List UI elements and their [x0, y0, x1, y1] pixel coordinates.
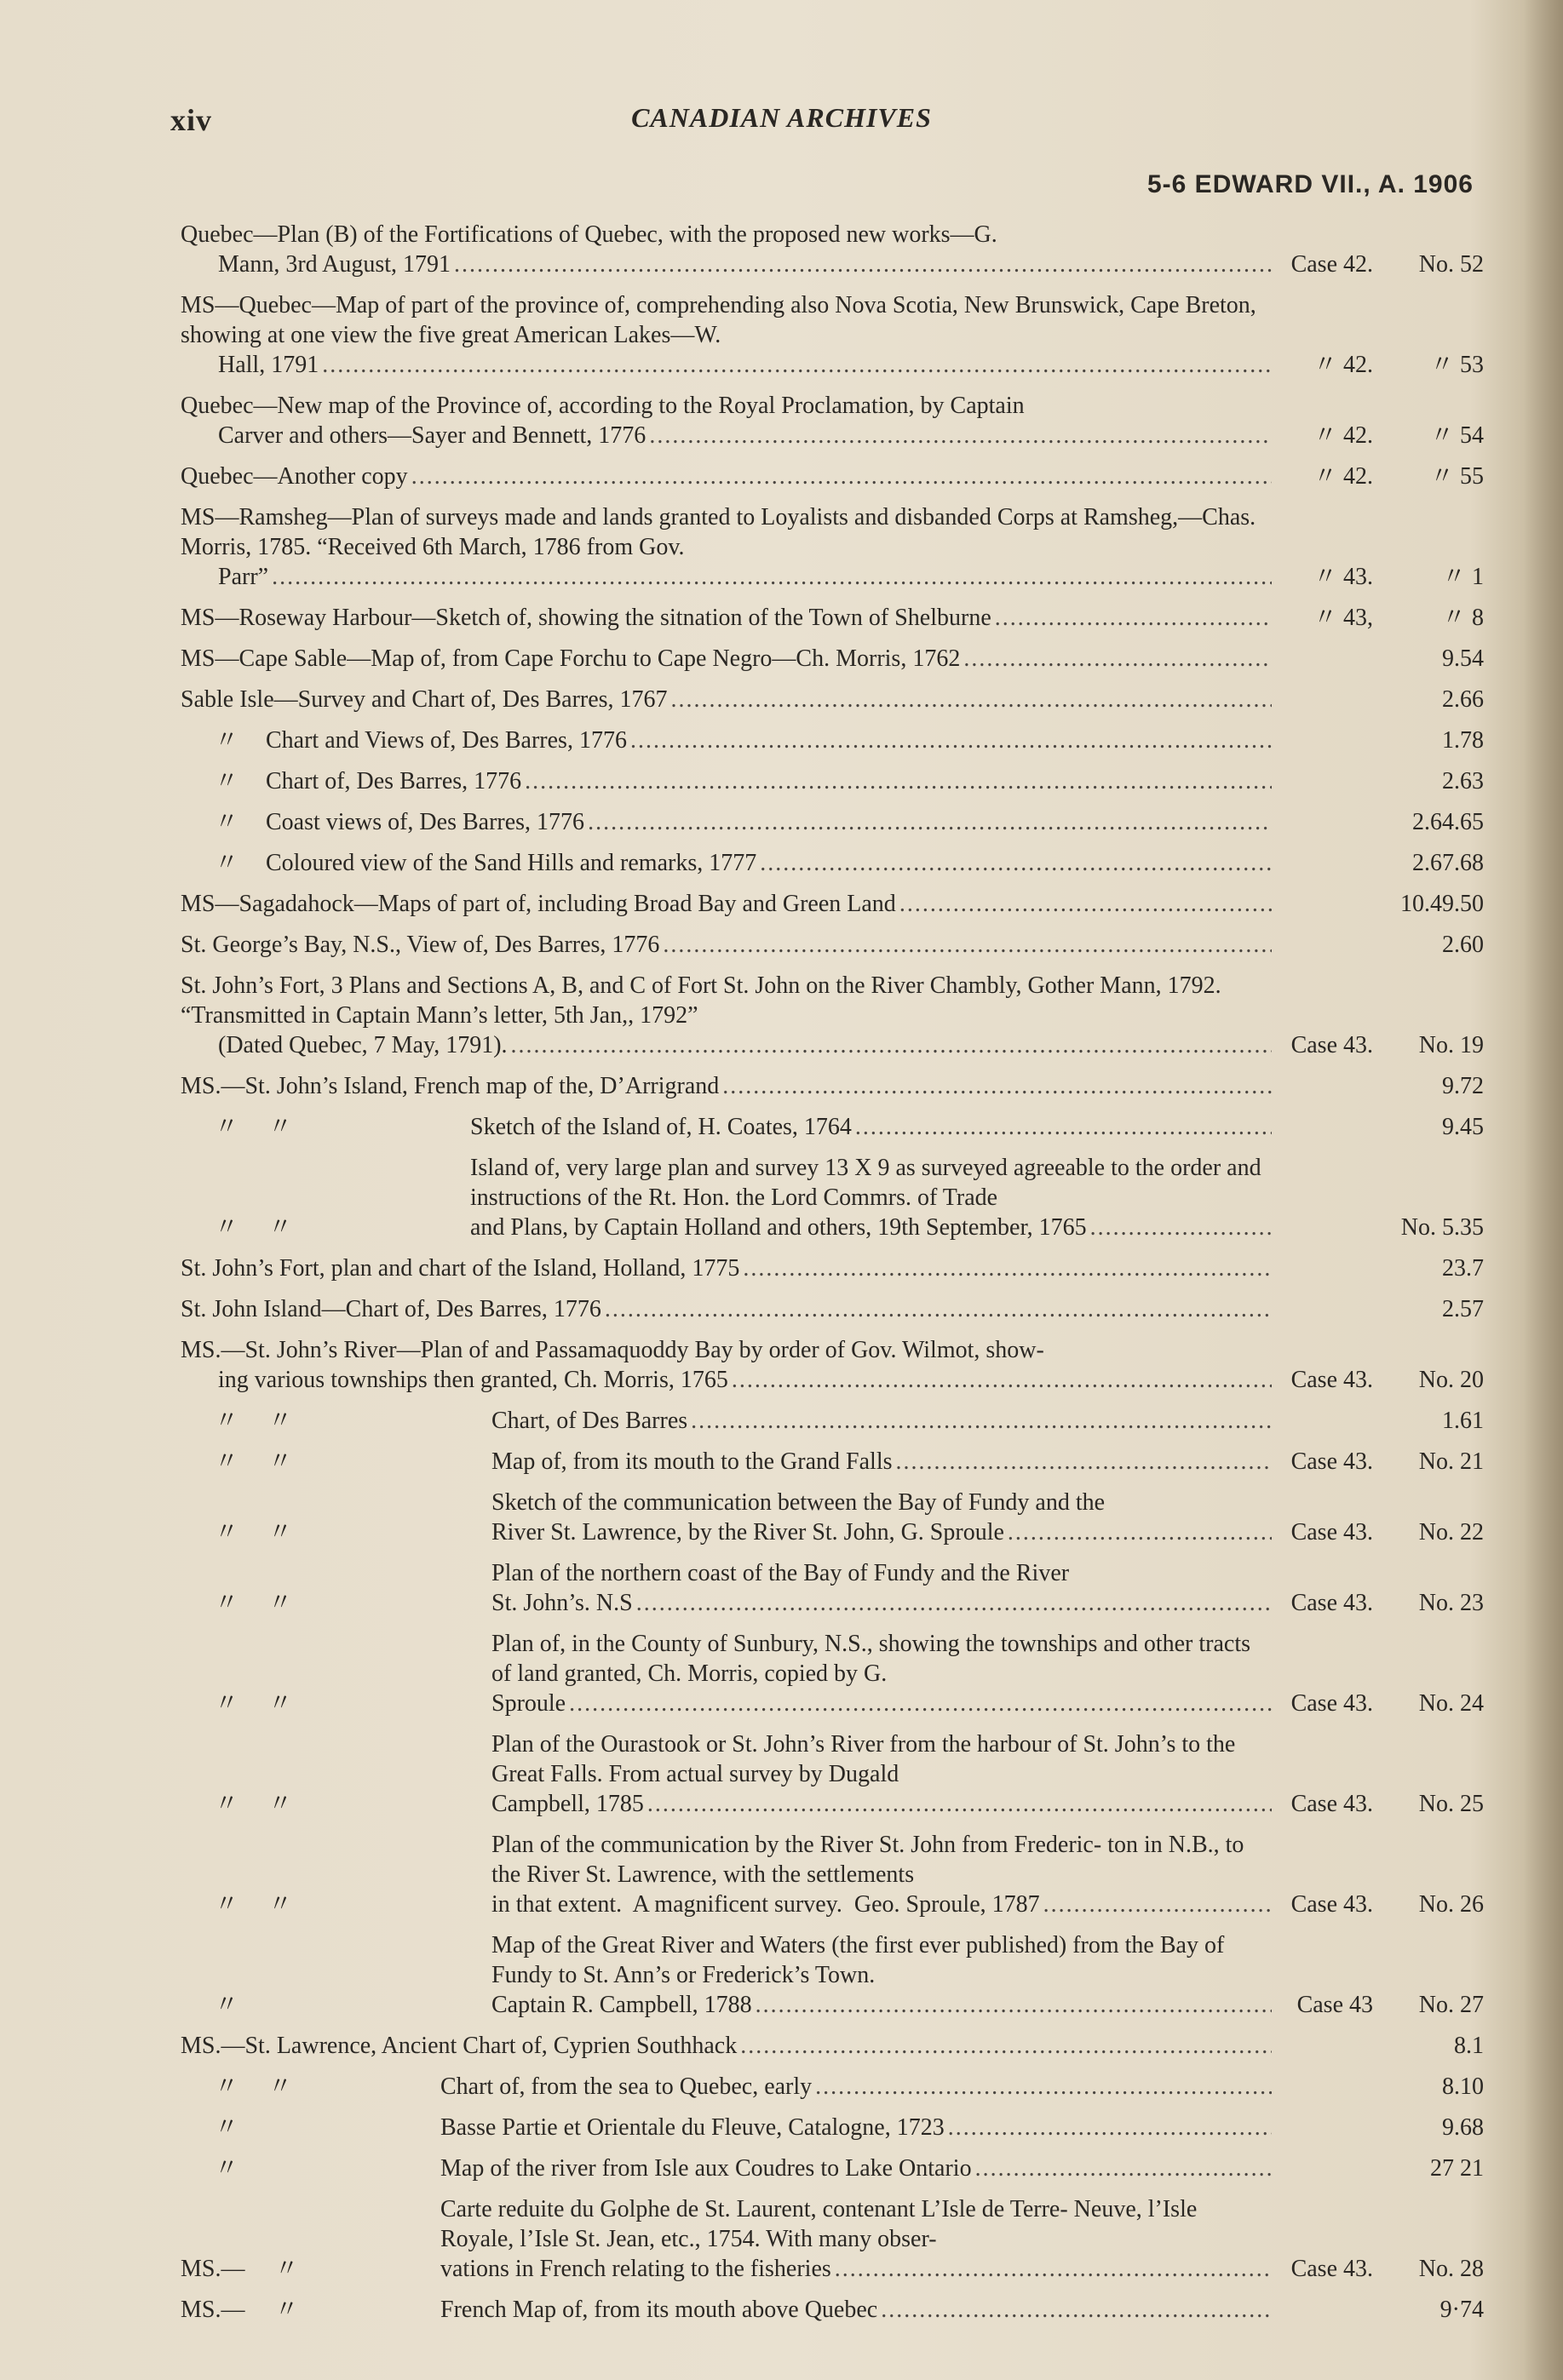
- catalogue-entry: [181, 1294, 1484, 1324]
- entry-description: [181, 603, 1275, 633]
- case-number: Case 43.: [1290, 1367, 1373, 1393]
- entry-description: [181, 1112, 1275, 1142]
- ditto-mark: 〃 〃: [215, 1114, 293, 1140]
- catalogue-entry: [181, 644, 1484, 674]
- entry-text-end: Chart of, Des Barres, 1776: [266, 768, 522, 794]
- item-number: No. 27: [1418, 1992, 1484, 2018]
- entry-text-end: Parr”: [218, 564, 269, 590]
- entry-last-line: [491, 1517, 1275, 1547]
- entry-description: [181, 889, 1275, 919]
- dot-leader: [760, 848, 1272, 878]
- dot-leader: [663, 930, 1272, 960]
- entry-text-end: Sketch of the Island of, H. Coates, 1764: [470, 1114, 852, 1140]
- dot-leader: [1008, 1517, 1272, 1547]
- item-number: No. 28: [1418, 2256, 1484, 2282]
- dot-leader: [995, 603, 1272, 633]
- entry-description: [181, 2194, 1275, 2284]
- item-number: 〃 1: [1441, 564, 1484, 590]
- entry-text: Quebec—New map of the Province of, according to the Royal Proclamation, by Captain: [181, 393, 1025, 419]
- entry-text-end: Mann, 3rd August, 1791: [218, 251, 451, 278]
- catalogue-entry: [181, 685, 1484, 714]
- catalogue-entry: [181, 807, 1484, 837]
- entry-text-end: vations in French relating to the fisheries: [440, 2256, 831, 2282]
- item-number: 10.49.50: [1400, 891, 1484, 917]
- entry-text-end: (Dated Quebec, 7 May, 1791).: [218, 1032, 508, 1058]
- entry-text-end: Map of the river from Isle aux Coudres to Lake Ontario: [440, 2155, 972, 2182]
- entry-text-end: MS—Roseway Harbour—Sketch of, showing the sitnation of the Town of Shelburne: [181, 605, 991, 631]
- catalogue-entry: [181, 1153, 1484, 1242]
- entry-text: Plan of the Ourastook or St. John’s River from the harbour of St. John’s to the Great Falls. From actual survey by Dugald: [491, 1731, 1236, 1787]
- ditto-mark: 〃: [215, 2114, 239, 2141]
- catalogue-entry: [181, 725, 1484, 755]
- entry-text-end: St. John Island—Chart of, Des Barres, 1776: [181, 1296, 601, 1322]
- item-number: 2.67.68: [1412, 850, 1484, 876]
- case-number: 〃 43.: [1313, 564, 1373, 590]
- item-number: No. 26: [1418, 1891, 1484, 1918]
- dot-leader: [569, 1689, 1272, 1718]
- dot-leader: [835, 2254, 1272, 2284]
- entry-text-end: MS.—St. John’s Island, French map of the, D’Arrigrand: [181, 1073, 720, 1099]
- entry-text-end: Chart of, from the sea to Quebec, early: [440, 2073, 813, 2100]
- item-number: No. 23: [1418, 1590, 1484, 1616]
- entry-text: St. John’s Fort, 3 Plans and Sections A, B, and C of Fort St. John on the River Chambly, Gother Mann, 1792. “Transmitted in Captain Mann’s letter, 5th Jan,, 1792”: [181, 972, 1221, 1029]
- dot-leader: [899, 889, 1272, 919]
- ditto-mark: 〃: [215, 1992, 239, 2018]
- dot-leader: [647, 1789, 1272, 1819]
- entry-text: Island of, very large plan and survey 13 X 9 as surveyed agreeable to the order and instructions of the Rt. Hon. the Lord Commrs. of Trade: [470, 1155, 1261, 1211]
- entry-text: MS—Quebec—Map of part of the province of, comprehending also Nova Scotia, New Brunswick, Cape Breton, showing at one view the five great American Lakes—W.: [181, 292, 1256, 348]
- ditto-mark: 〃 〃: [215, 2073, 293, 2100]
- item-number: 2.66: [1442, 686, 1484, 713]
- entry-description: [181, 1406, 1275, 1436]
- ditto-mark: 〃 〃: [215, 1791, 293, 1817]
- case-number: Case 43.: [1290, 1891, 1373, 1918]
- entry-description: [181, 290, 1275, 380]
- catalogue-entry: [181, 2113, 1484, 2142]
- entry-last-line: [491, 1588, 1275, 1618]
- entry-last-line: [266, 848, 1275, 878]
- dot-leader: [948, 2113, 1272, 2142]
- catalogue-entry: [181, 1629, 1484, 1718]
- ditto-mark: 〃 〃: [215, 1891, 293, 1918]
- case-number: Case 43.: [1290, 1448, 1373, 1475]
- case-number: 〃 42.: [1313, 463, 1373, 490]
- entry-description: [181, 2153, 1275, 2183]
- item-number: 9.68: [1442, 2114, 1484, 2141]
- entry-last-line: [181, 644, 1275, 674]
- item-number: No. 20: [1418, 1367, 1484, 1393]
- entry-last-line: [491, 1890, 1275, 1919]
- entry-description: [181, 1830, 1275, 1919]
- dot-leader: [525, 766, 1272, 796]
- item-number: 1.61: [1442, 1408, 1484, 1434]
- entry-last-line: [181, 1294, 1275, 1324]
- ditto-mark: 〃 〃: [215, 1408, 293, 1434]
- page-edge-shadow: [1524, 0, 1563, 2380]
- entry-last-line: [218, 562, 1275, 592]
- dot-leader: [975, 2153, 1272, 2183]
- page-number: xiv: [170, 103, 213, 137]
- item-number: 〃 8: [1441, 605, 1484, 631]
- dot-leader: [454, 249, 1272, 279]
- entry-text-end: Chart and Views of, Des Barres, 1776: [266, 727, 627, 754]
- item-number: No. 19: [1418, 1032, 1484, 1058]
- entry-description: [181, 2295, 1275, 2325]
- dot-leader: [322, 350, 1272, 380]
- dot-leader: [740, 2031, 1272, 2061]
- dot-leader: [1090, 1213, 1272, 1242]
- entry-description: [181, 2113, 1275, 2142]
- dot-leader: [588, 807, 1272, 837]
- item-number: No. 22: [1418, 1519, 1484, 1546]
- entry-last-line: [491, 1447, 1275, 1477]
- ditto-mark: 〃: [215, 768, 239, 794]
- dot-leader: [732, 1365, 1272, 1395]
- case-number: Case 42.: [1290, 251, 1373, 278]
- item-number: 9.45: [1442, 1114, 1484, 1140]
- catalogue-list: [181, 220, 1484, 2336]
- entry-last-line: [491, 1789, 1275, 1819]
- item-number: 8.1: [1454, 2033, 1484, 2059]
- item-number: 2.64.65: [1412, 809, 1484, 835]
- catalogue-entry: [181, 971, 1484, 1060]
- running-title: CANADIAN ARCHIVES: [631, 102, 932, 133]
- catalogue-entry: [181, 1253, 1484, 1283]
- entry-last-line: [440, 2254, 1275, 2284]
- catalogue-entry: [181, 502, 1484, 592]
- item-number: 9·74: [1439, 2297, 1484, 2323]
- dot-leader: [1043, 1890, 1272, 1919]
- entry-description: [181, 685, 1275, 714]
- item-number: No. 52: [1418, 251, 1484, 278]
- dot-leader: [881, 2295, 1272, 2325]
- entry-text-end: Campbell, 1785: [491, 1791, 644, 1817]
- catalogue-entry: [181, 1488, 1484, 1547]
- entry-text-end: MS.—St. Lawrence, Ancient Chart of, Cyprien Southhack: [181, 2033, 738, 2059]
- item-number: 〃 54: [1429, 422, 1484, 449]
- ditto-mark: MS.— 〃: [181, 2297, 299, 2323]
- entry-last-line: [181, 603, 1275, 633]
- case-number: Case 43.: [1290, 1519, 1373, 1546]
- entry-last-line: [218, 421, 1275, 450]
- dot-leader: [511, 1030, 1272, 1060]
- catalogue-entry: [181, 1930, 1484, 2020]
- session-heading: 5-6 EDWARD VII., A. 1906: [1146, 170, 1474, 198]
- entry-text: Quebec—Plan (B) of the Fortifications of Quebec, with the proposed new works—G.: [181, 221, 997, 248]
- catalogue-entry: [181, 1335, 1484, 1395]
- ditto-mark: 〃: [215, 2155, 239, 2182]
- entry-last-line: [491, 1990, 1275, 2020]
- dot-leader: [671, 685, 1272, 714]
- case-number: 〃 42.: [1313, 352, 1373, 378]
- catalogue-entry: [181, 1112, 1484, 1142]
- catalogue-entry: [181, 766, 1484, 796]
- item-number: No. 25: [1418, 1791, 1484, 1817]
- entry-description: [181, 1729, 1275, 1819]
- entry-last-line: [470, 1213, 1275, 1242]
- item-number: 2.60: [1442, 932, 1484, 958]
- entry-text-end: St. John’s. N.S: [491, 1590, 633, 1616]
- entry-last-line: [470, 1112, 1275, 1142]
- dot-leader: [272, 562, 1272, 592]
- entry-text-end: Quebec—Another copy: [181, 463, 408, 490]
- item-number: No. 24: [1418, 1690, 1484, 1717]
- entry-text-end: French Map of, from its mouth above Quebec: [440, 2297, 878, 2323]
- entry-text: Map of the Great River and Waters (the first ever published) from the Bay of Fundy to St. Ann’s or Frederick’s Town.: [491, 1932, 1225, 1988]
- entry-text-end: Map of, from its mouth to the Grand Falls: [491, 1448, 893, 1475]
- item-number: 〃 53: [1429, 352, 1484, 378]
- catalogue-entry: [181, 2072, 1484, 2102]
- item-number: 8.10: [1442, 2073, 1484, 2100]
- entry-description: [181, 1071, 1275, 1101]
- item-number: No. 21: [1418, 1448, 1484, 1475]
- ditto-mark: 〃 〃: [215, 1214, 293, 1241]
- entry-description: [181, 1558, 1275, 1618]
- catalogue-entry: [181, 1558, 1484, 1618]
- ditto-mark: 〃 〃: [215, 1519, 293, 1546]
- entry-description: [181, 1294, 1275, 1324]
- entry-description: [181, 1253, 1275, 1283]
- entry-last-line: [266, 807, 1275, 837]
- ditto-mark: 〃 〃: [215, 1448, 293, 1475]
- catalogue-entry: [181, 2295, 1484, 2325]
- entry-text-end: Sproule: [491, 1690, 566, 1717]
- dot-leader: [896, 1447, 1272, 1477]
- ditto-mark: 〃 〃: [215, 1590, 293, 1616]
- entry-text: Carte reduite du Golphe de St. Laurent, contenant L’Isle de Terre- Neuve, l’Isle Royale, l’Isle St. Jean, etc., 1754. With many obser-: [440, 2196, 1198, 2252]
- entry-description: [181, 2031, 1275, 2061]
- entry-description: [181, 1488, 1275, 1547]
- entry-last-line: [440, 2295, 1275, 2325]
- entry-text: MS—Ramsheg—Plan of surveys made and lands granted to Loyalists and disbanded Corps at Ramsheg,—Chas. Morris, 1785. “Received 6th March, 1786 from Gov.: [181, 504, 1256, 560]
- entry-text: Plan of the northern coast of the Bay of Fundy and the River: [491, 1560, 1070, 1586]
- entry-text-end: Hall, 1791: [218, 352, 319, 378]
- entry-description: [181, 1153, 1275, 1242]
- entry-description: [181, 220, 1275, 279]
- entry-last-line: [440, 2113, 1275, 2142]
- dot-leader: [743, 1253, 1272, 1283]
- catalogue-entry: [181, 220, 1484, 279]
- entry-text-end: Captain R. Campbell, 1788: [491, 1992, 752, 2018]
- entry-text-end: Carver and others—Sayer and Bennett, 1776: [218, 422, 646, 449]
- entry-text-end: and Plans, by Captain Holland and others, 19th September, 1765: [470, 1214, 1087, 1241]
- item-number: No. 5.35: [1400, 1214, 1484, 1241]
- entry-description: [181, 644, 1275, 674]
- entry-text-end: River St. Lawrence, by the River St. John, G. Sproule: [491, 1519, 1004, 1546]
- case-number: Case 43: [1296, 1992, 1373, 2018]
- entry-text: Plan of the communication by the River St. John from Frederic- ton in N.B., to the River St. Lawrence, with the settlements: [491, 1832, 1244, 1888]
- entry-last-line: [218, 1030, 1275, 1060]
- catalogue-entry: [181, 2153, 1484, 2183]
- catalogue-entry: [181, 2194, 1484, 2284]
- catalogue-entry: [181, 1830, 1484, 1919]
- dot-leader: [630, 725, 1272, 755]
- entry-last-line: [181, 2031, 1275, 2061]
- entry-last-line: [440, 2153, 1275, 2183]
- entry-last-line: [266, 766, 1275, 796]
- entry-last-line: [181, 462, 1275, 491]
- entry-text-end: Coloured view of the Sand Hills and remarks, 1777: [266, 850, 757, 876]
- entry-last-line: [218, 1365, 1275, 1395]
- case-number: Case 43.: [1290, 1590, 1373, 1616]
- entry-description: [181, 848, 1275, 878]
- item-number: 23.7: [1442, 1255, 1484, 1282]
- entry-text-end: in that extent. A magnificent survey. Geo. Sproule, 1787: [491, 1891, 1040, 1918]
- entry-description: [181, 1930, 1275, 2020]
- entry-last-line: [181, 930, 1275, 960]
- entry-description: [181, 971, 1275, 1060]
- catalogue-entry: [181, 1447, 1484, 1477]
- entry-last-line: [218, 350, 1275, 380]
- entry-last-line: [266, 725, 1275, 755]
- catalogue-entry: [181, 1729, 1484, 1819]
- ditto-mark: MS.— 〃: [181, 2256, 299, 2282]
- catalogue-entry: [181, 391, 1484, 450]
- entry-last-line: [491, 1689, 1275, 1718]
- entry-text-end: St. George’s Bay, N.S., View of, Des Barres, 1776: [181, 932, 660, 958]
- entry-text-end: MS—Cape Sable—Map of, from Cape Forchu to Cape Negro—Ch. Morris, 1762: [181, 645, 961, 672]
- entry-last-line: [181, 1071, 1275, 1101]
- catalogue-entry: [181, 1071, 1484, 1101]
- ditto-mark: 〃 〃: [215, 1690, 293, 1717]
- catalogue-entry: [181, 2031, 1484, 2061]
- entry-text-end: MS—Sagadahock—Maps of part of, including Broad Bay and Green Land: [181, 891, 896, 917]
- case-number: Case 43.: [1290, 1032, 1373, 1058]
- case-number: Case 43.: [1290, 1791, 1373, 1817]
- entry-description: [181, 725, 1275, 755]
- item-number: 1.78: [1442, 727, 1484, 754]
- dot-leader: [649, 421, 1272, 450]
- catalogue-entry: [181, 930, 1484, 960]
- entry-text: Sketch of the communication between the Bay of Fundy and the: [491, 1489, 1106, 1516]
- ditto-mark: 〃: [215, 850, 239, 876]
- item-number: 27 21: [1430, 2155, 1484, 2182]
- entry-text-end: ing various townships then granted, Ch. Morris, 1765: [218, 1367, 728, 1393]
- catalogue-entry: [181, 603, 1484, 633]
- entry-description: [181, 391, 1275, 450]
- entry-description: [181, 1447, 1275, 1477]
- item-number: 2.63: [1442, 768, 1484, 794]
- dot-leader: [815, 2072, 1272, 2102]
- dot-leader: [411, 462, 1272, 491]
- catalogue-entry: [181, 848, 1484, 878]
- entry-description: [181, 930, 1275, 960]
- case-number: 〃 43,: [1313, 605, 1373, 631]
- entry-description: [181, 807, 1275, 837]
- item-number: 〃 55: [1429, 463, 1484, 490]
- entry-description: [181, 502, 1275, 592]
- entry-description: [181, 462, 1275, 491]
- entry-text-end: Coast views of, Des Barres, 1776: [266, 809, 585, 835]
- entry-description: [181, 1629, 1275, 1718]
- entry-description: [181, 2072, 1275, 2102]
- entry-text: MS.—St. John’s River—Plan of and Passamaquoddy Bay by order of Gov. Wilmot, show-: [181, 1337, 1044, 1363]
- entry-last-line: [491, 1406, 1275, 1436]
- dot-leader: [636, 1588, 1272, 1618]
- dot-leader: [855, 1112, 1272, 1142]
- catalogue-entry: [181, 889, 1484, 919]
- item-number: 9.72: [1442, 1073, 1484, 1099]
- entry-text: Plan of, in the County of Sunbury, N.S., showing the townships and other tracts of land granted, Ch. Morris, copied by G.: [491, 1631, 1251, 1687]
- dot-leader: [691, 1406, 1272, 1436]
- entry-last-line: [440, 2072, 1275, 2102]
- entry-text-end: Sable Isle—Survey and Chart of, Des Barres, 1767: [181, 686, 668, 713]
- entry-last-line: [218, 249, 1275, 279]
- dot-leader: [605, 1294, 1272, 1324]
- case-number: Case 43.: [1290, 2256, 1373, 2282]
- entry-last-line: [181, 685, 1275, 714]
- entry-description: [181, 1335, 1275, 1395]
- item-number: 9.54: [1442, 645, 1484, 672]
- dot-leader: [756, 1990, 1272, 2020]
- entry-description: [181, 766, 1275, 796]
- entry-text-end: St. John’s Fort, plan and chart of the Island, Holland, 1775: [181, 1255, 740, 1282]
- case-number: 〃 42.: [1313, 422, 1373, 449]
- dot-leader: [963, 644, 1272, 674]
- entry-text-end: Chart, of Des Barres: [491, 1408, 688, 1434]
- entry-text-end: Basse Partie et Orientale du Fleuve, Catalogne, 1723: [440, 2114, 945, 2141]
- entry-last-line: [181, 1253, 1275, 1283]
- ditto-mark: 〃: [215, 727, 239, 754]
- dot-leader: [722, 1071, 1272, 1101]
- catalogue-entry: [181, 1406, 1484, 1436]
- catalogue-entry: [181, 290, 1484, 380]
- case-number: Case 43.: [1290, 1690, 1373, 1717]
- ditto-mark: 〃: [215, 809, 239, 835]
- catalogue-entry: [181, 462, 1484, 491]
- item-number: 2.57: [1442, 1296, 1484, 1322]
- entry-last-line: [181, 889, 1275, 919]
